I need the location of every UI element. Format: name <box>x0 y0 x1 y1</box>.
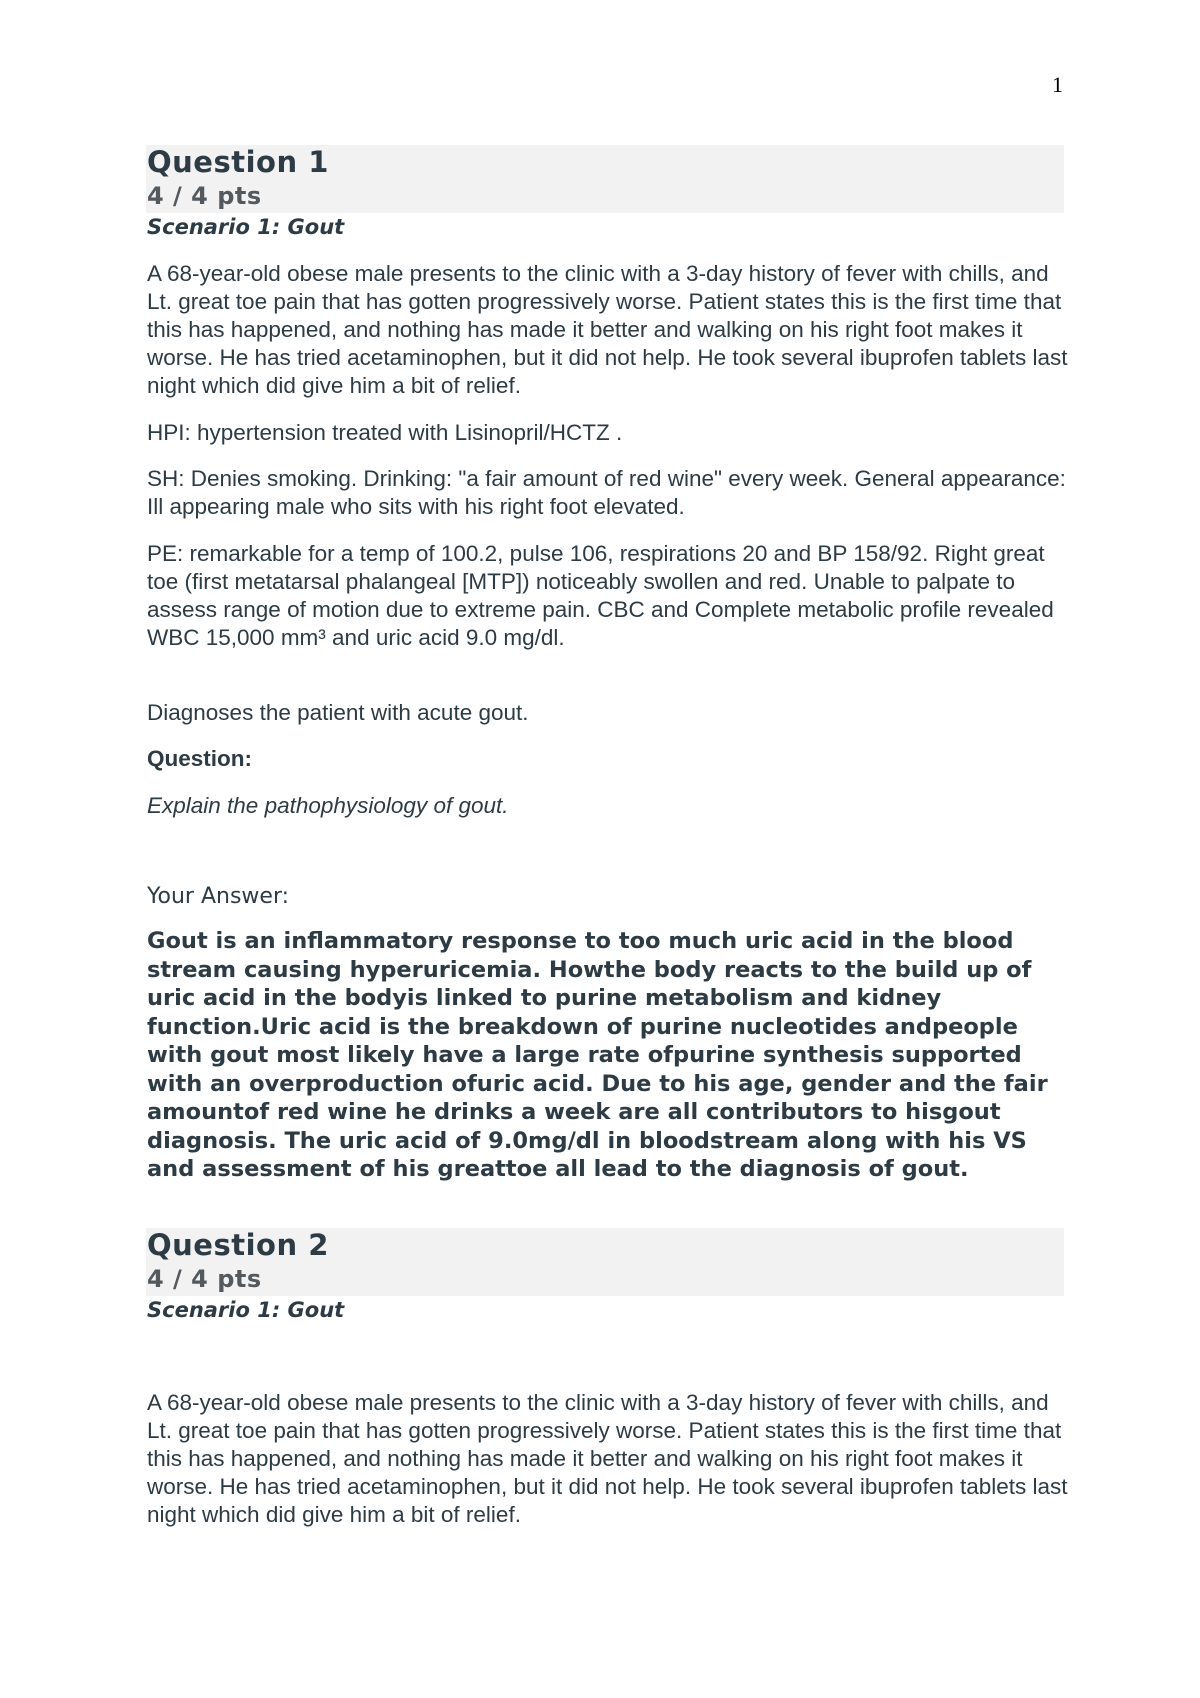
question-1-scenario: Scenario 1: Gout <box>147 215 345 239</box>
question-1-hpi: HPI: hypertension treated with Lisinopril/HCTZ . <box>147 420 623 445</box>
question-1-diagnosis: Diagnoses the patient with acute gout. <box>147 700 529 725</box>
question-1-physical-exam: PE: remarkable for a temp of 100.2, pulse 106, respirations 20 and BP 158/92. Right great toe (first metatarsal phalangeal [MTP]) noticeably swollen and red. Unable to palpate to assess range of motion due to extreme pain. CBC and Complete metabolic profile revealed WBC 15,000 mm³ and uric acid 9.0 mg/dl. <box>147 541 1054 650</box>
question-1-social-history: SH: Denies smoking. Drinking: "a fair amount of red wine" every week. General appearance: Ill appearing male who sits with his right foot elevated. <box>147 466 1066 519</box>
question-1-points: 4 / 4 pts <box>147 182 262 210</box>
question-1-prompt: Explain the pathophysiology of gout. <box>147 793 509 818</box>
question-2-points: 4 / 4 pts <box>147 1265 262 1293</box>
question-1-question-label: Question: <box>147 746 252 771</box>
question-2-title: Question 2 <box>147 1228 329 1262</box>
question-1-case-text: A 68-year-old obese male presents to the clinic with a 3-day history of fever with chills, and Lt. great toe pain that has gotten progressively worse. Patient states this is the first time that this has happened, and nothing has made it better and walking on his right foot makes it worse. He has tried acetaminophen, but it did not help. He took several ibuprofen tablets last night which did give him a bit of relief. <box>147 261 1068 398</box>
question-2-scenario: Scenario 1: Gout <box>147 1298 345 1322</box>
question-2-case-text: A 68-year-old obese male presents to the clinic with a 3-day history of fever with chills, and Lt. great toe pain that has gotten progressively worse. Patient states this is the first time that this has happened, and nothing has made it better and walking on his right foot makes it worse. He has tried acetaminophen, but it did not help. He took several ibuprofen tablets last night which did give him a bit of relief. <box>147 1390 1068 1527</box>
question-1-answer: Gout is an inflammatory response to too much uric acid in the blood stream causing hyperuricemia. Howthe body reacts to the build up of uric acid in the bodyis linked to purine metabolism and kidney function.Uric acid is the breakdown of purine nucleotides andpeople with gout most likely have a large rate ofpurine synthesis supported with an overproduction ofuric acid. Due to his age, gender and the fair amountof red wine he drinks a week are all contributors to hisgout diagnosis. The uric acid of 9.0mg/dl in bloodstream along with his VS and assessment of his greattoe all lead to the diagnosis of gout. <box>147 928 1048 1182</box>
page-number: 1 <box>1052 72 1063 97</box>
question-1-answer-label: Your Answer: <box>147 884 290 909</box>
question-1-title: Question 1 <box>147 145 329 179</box>
